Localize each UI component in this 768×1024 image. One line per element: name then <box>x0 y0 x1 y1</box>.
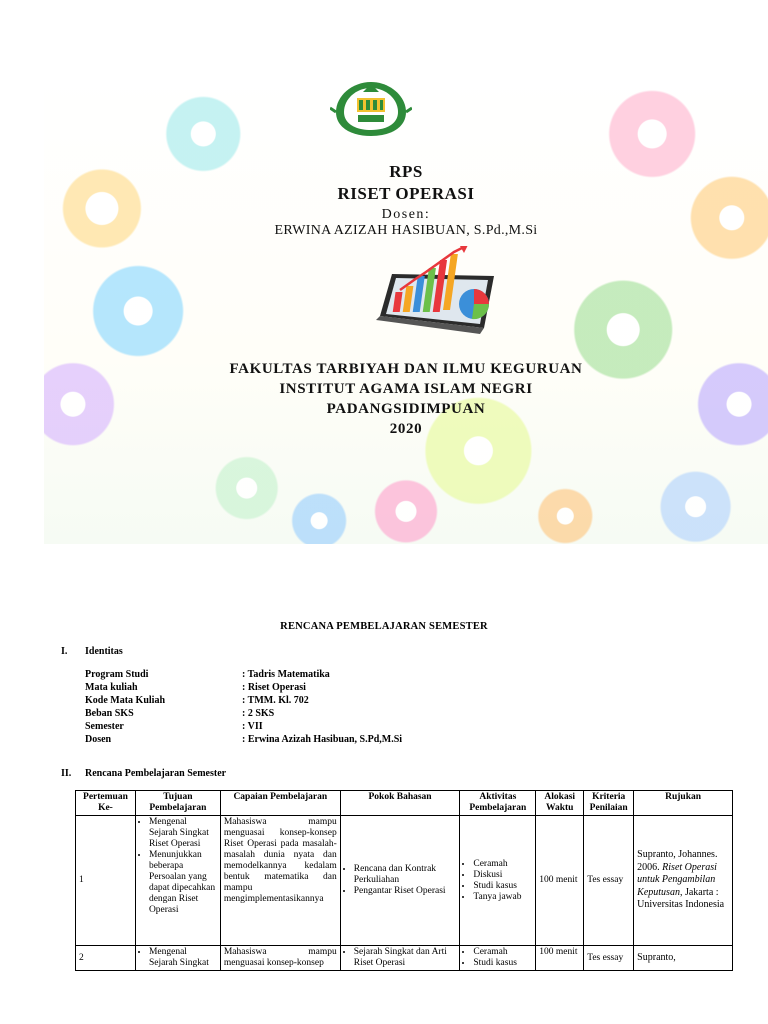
col-header: Rujukan <box>634 791 733 816</box>
year-line: 2020 <box>389 421 423 437</box>
iain-logo-icon <box>330 78 412 140</box>
table-header-row <box>76 791 733 816</box>
learning-objectives <box>135 816 220 946</box>
col-header: Pokok Bahasan <box>340 791 460 816</box>
topic-item: • Sejarah Singkat dan Arti Riset Operasi <box>354 947 457 969</box>
section-rps-heading: II. Rencana Pembelajaran Semester <box>61 768 227 779</box>
activity-item: • Diskusi <box>473 870 532 881</box>
reference: Supranto, <box>634 946 733 971</box>
institute-line: INSTITUT AGAMA ISLAM NEGRI <box>279 381 533 397</box>
col-header: Pertemuan Ke- <box>76 791 136 816</box>
learning-objectives <box>135 946 220 971</box>
time-allocation: 100 menit <box>536 816 584 946</box>
learning-outcome: Mahasiswa mampu menguasai konsep-konsep Riset Operasi pada masalah-masalah dunia nyata dan memodelkannya kedalam bentuk matematika dan mampu mengimplementasikannya <box>220 816 340 946</box>
faculty-line: FAKULTAS TARBIYAH DAN ILMU KEGURUAN <box>229 361 583 377</box>
activities <box>460 946 536 971</box>
city-line: PADANGSIDIMPUAN <box>326 401 486 417</box>
table-row <box>76 816 733 946</box>
course-title: RISET OPERASI <box>337 184 475 203</box>
cover-title: RPS <box>389 162 423 181</box>
col-header: Tujuan Pembelajaran <box>135 791 220 816</box>
document-title: RENCANA PEMBELAJARAN SEMESTER <box>280 621 488 632</box>
activity-item: • Studi kasus <box>473 958 532 969</box>
col-header: Kriteria Penilaian <box>584 791 634 816</box>
col-header: Alokasi Waktu <box>536 791 584 816</box>
assessment-criteria: Tes essay <box>584 816 634 946</box>
dosen-label: Dosen: <box>381 207 431 222</box>
topics <box>340 946 460 971</box>
assessment-criteria: Tes essay <box>584 946 634 971</box>
learning-outcome: Mahasiswa mampu menguasai konsep-konsep <box>220 946 340 971</box>
section-identitas-heading: I. Identitas <box>61 646 123 657</box>
meeting-number: 2 <box>76 946 136 971</box>
topic-item: • Pengantar Riset Operasi <box>354 886 457 897</box>
time-allocation: 100 menit <box>536 946 584 971</box>
reference: Supranto, Johannes. 2006. Riset Operasi untuk Pengambilan Keputusan, Jakarta : Universitas Indonesia <box>634 816 733 946</box>
tablet-chart-illustration-icon <box>362 246 502 346</box>
rps-table <box>75 790 733 971</box>
activities <box>460 816 536 946</box>
table-row <box>76 946 733 971</box>
objective-item: • Mengenal Sejarah Singkat Riset Operasi <box>149 817 217 850</box>
activity-item: • Tanya jawab <box>473 892 532 903</box>
activity-item: • Ceramah <box>473 947 532 958</box>
topic-item: • Rencana dan Kontrak Perkuliahan <box>354 864 457 886</box>
activity-item: • Studi kasus <box>473 881 532 892</box>
meeting-number: 1 <box>76 816 136 946</box>
col-header: Aktivitas Pembelajaran <box>460 791 536 816</box>
activity-item: • Ceramah <box>473 859 532 870</box>
objective-item: • Mengenal Sejarah Singkat <box>149 947 217 969</box>
faculty-block <box>44 359 768 439</box>
col-header: Capaian Pembelajaran <box>220 791 340 816</box>
dosen-name: ERWINA AZIZAH HASIBUAN, S.Pd.,M.Si <box>274 223 538 238</box>
objective-item: • Menunjukkan beberapa Persoalan yang dapat dipecahkan dengan Riset Operasi <box>149 850 217 916</box>
cover-page <box>44 78 768 544</box>
topics <box>340 816 460 946</box>
